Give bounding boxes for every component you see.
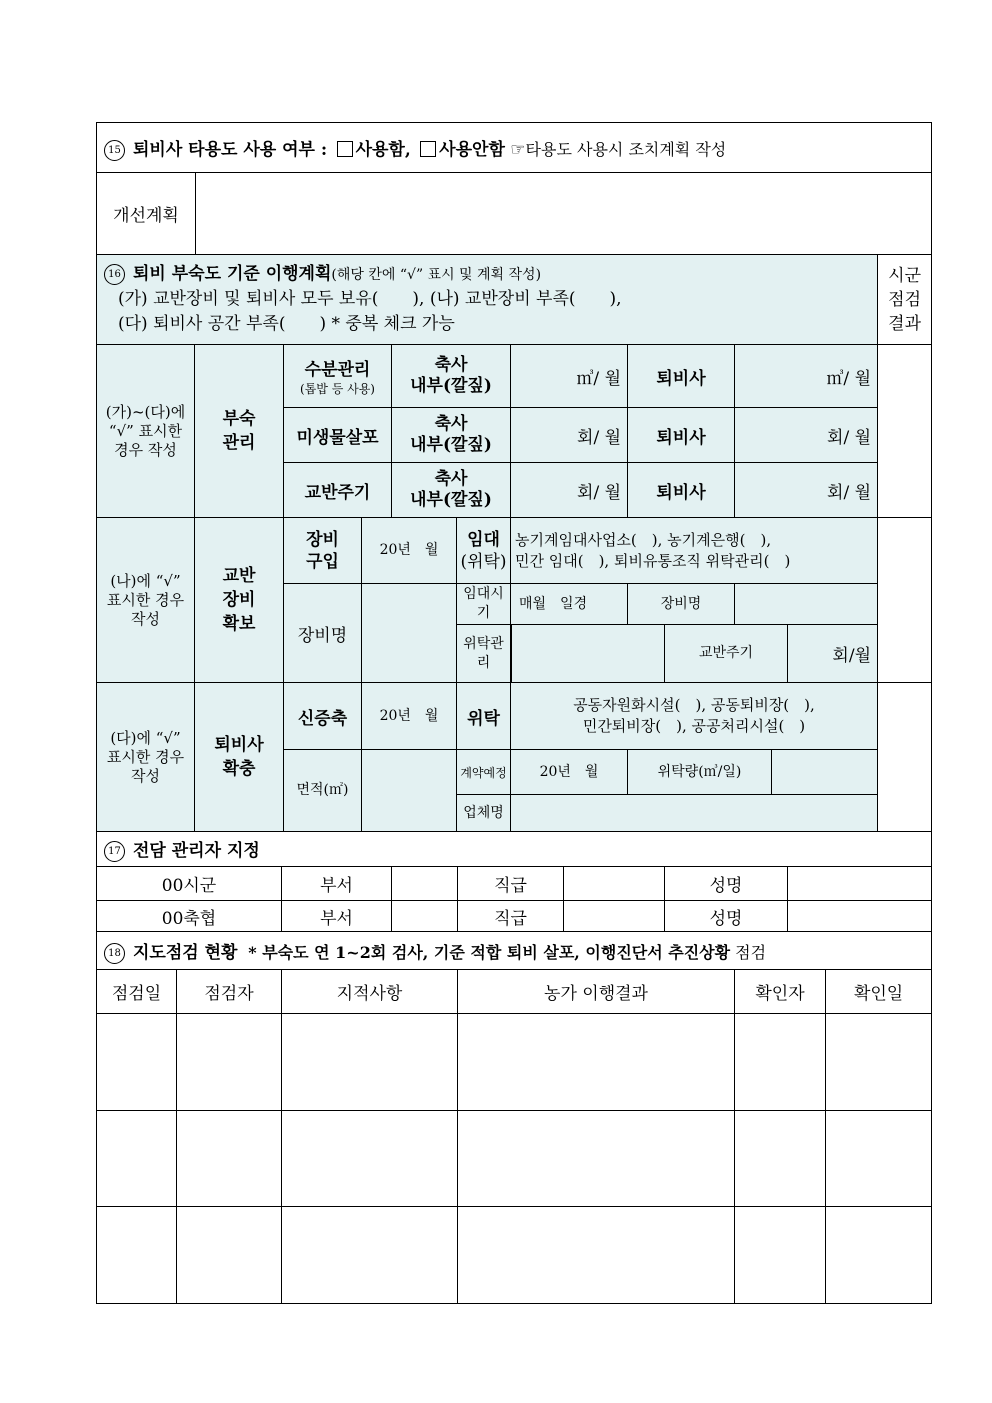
company-name-input[interactable] <box>512 625 665 683</box>
section-16-title: 퇴비 부숙도 기준 이행계획 <box>133 264 332 284</box>
section-16-header <box>97 255 878 345</box>
contract-date[interactable]: 20년 월 <box>511 750 628 795</box>
consign-options[interactable]: 공동자원화시설( ), 공동퇴비장( ), 민간퇴비장( ), 공공처리시설( ) <box>511 683 878 750</box>
ga-row-1-amount-compost[interactable]: ㎥/ 월 <box>735 345 878 408</box>
ga-row-3-amount-compost[interactable]: 회/ 월 <box>735 463 878 518</box>
section-number: 18 <box>104 943 125 964</box>
stir-cycle-input[interactable]: 회/월 <box>788 625 878 683</box>
col-header-confirmer: 확인자 <box>735 970 826 1014</box>
build-label: 신증축 <box>284 683 362 750</box>
rent-options[interactable]: 농기계임대사업소( ), 농기계은행( ), 민간 임대( ), 퇴비유통조직 위탁관리( ) <box>511 518 878 584</box>
section-15-header <box>97 123 932 173</box>
inspector-cell[interactable] <box>177 1207 282 1304</box>
manager-name-label: 성명 <box>665 867 788 901</box>
section-16-line3: (다) 퇴비사 공간 부족( ) * 중복 체크 가능 <box>118 314 455 334</box>
manager-dept-label: 부서 <box>282 901 392 932</box>
contract-label: 계약예정 <box>457 750 511 795</box>
table-row <box>97 1207 932 1304</box>
confirmer-cell[interactable] <box>735 1111 826 1207</box>
section-16-line2: (가) 교반장비 및 퇴비사 모두 보유( ), (나) 교반장비 부족( ), <box>118 289 622 309</box>
ga-row-2-amount-inside[interactable]: 회/ 월 <box>511 408 628 463</box>
inspect-date-cell[interactable] <box>97 1111 177 1207</box>
farm-result-cell[interactable] <box>458 1111 735 1207</box>
city-result-label: 시군 점검 결과 <box>878 255 932 345</box>
da-condition-label: (다)에 “√” 표시한 경우 작성 <box>97 683 195 832</box>
da-category-label: 퇴비사 확충 <box>195 683 284 832</box>
section-18-title: 지도점검 현황 <box>133 942 238 963</box>
na-city-result[interactable] <box>878 518 932 683</box>
ga-row-3-item: 교반주기 <box>284 463 392 518</box>
inspect-date-cell[interactable] <box>97 1207 177 1304</box>
col-header-confirm-date: 확인일 <box>826 970 932 1014</box>
purchase-date[interactable]: 20년 월 <box>362 518 457 584</box>
manager-rank-label: 직급 <box>458 901 564 932</box>
confirm-date-cell[interactable] <box>826 1111 932 1207</box>
da-company-label: 업체명 <box>457 795 511 832</box>
checkbox-use[interactable] <box>337 141 353 157</box>
ga-row-2-place: 축사 내부(깔짚) <box>392 408 511 463</box>
section-number: 16 <box>104 264 125 285</box>
manager-dept-input[interactable] <box>392 901 458 932</box>
section-16-title-note: (해당 칸에 “√” 표시 및 계획 작성) <box>331 267 542 283</box>
ga-row-1-place2: 퇴비사 <box>628 345 735 408</box>
consign-amount-label: 위탁량(㎥/일) <box>628 750 772 795</box>
inspect-date-cell[interactable] <box>97 1014 177 1111</box>
rent-equipment-input[interactable] <box>735 584 878 625</box>
section-17-header <box>97 832 932 867</box>
findings-cell[interactable] <box>282 1014 458 1111</box>
farm-result-cell[interactable] <box>458 1207 735 1304</box>
col-header-findings: 지적사항 <box>282 970 458 1014</box>
da-company-input[interactable] <box>511 795 878 832</box>
ga-row-2-amount-compost[interactable]: 회/ 월 <box>735 408 878 463</box>
stir-cycle-label: 교반주기 <box>665 625 788 683</box>
na-category-label: 교반 장비 확보 <box>195 518 284 683</box>
rent-label: 임대 (위탁) <box>457 518 511 584</box>
section-15-title: 퇴비사 타용도 사용 여부 : <box>133 139 328 160</box>
col-header-inspect-date: 점검일 <box>97 970 177 1014</box>
confirm-date-cell[interactable] <box>826 1014 932 1111</box>
ga-condition-label: (가)~(다)에 “√” 표시한 경우 작성 <box>97 345 195 518</box>
confirm-date-cell[interactable] <box>826 1207 932 1304</box>
build-date[interactable]: 20년 월 <box>362 683 457 750</box>
manager-name-input[interactable] <box>788 867 932 901</box>
ga-row-3-place2: 퇴비사 <box>628 463 735 518</box>
table-row <box>97 1111 932 1207</box>
manager-name-label: 성명 <box>665 901 788 932</box>
equipment-name-label: 장비명 <box>284 584 362 683</box>
consign-label: 위탁 <box>457 683 511 750</box>
section-18-note-tail: 점검 <box>730 942 767 962</box>
inspection-form <box>96 122 922 1304</box>
section-number: 17 <box>104 841 125 862</box>
confirmer-cell[interactable] <box>735 1207 826 1304</box>
ga-row-2-item: 미생물살포 <box>284 408 392 463</box>
section-17-title: 전담 관리자 지정 <box>133 841 260 861</box>
section-number: 15 <box>104 140 125 161</box>
farm-result-cell[interactable] <box>458 1014 735 1111</box>
area-input[interactable] <box>362 750 457 832</box>
rent-period-label: 임대시기 <box>457 584 511 625</box>
manager-dept-input[interactable] <box>392 867 458 901</box>
improvement-plan-input[interactable] <box>196 173 932 255</box>
ga-row-1-place: 축사 내부(깔짚) <box>392 345 511 408</box>
section-18-header <box>97 932 932 970</box>
ga-row-1-amount-inside[interactable]: ㎥/ 월 <box>511 345 628 408</box>
inspector-cell[interactable] <box>177 1111 282 1207</box>
ga-row-2-place2: 퇴비사 <box>628 408 735 463</box>
purchase-label: 장비 구입 <box>284 518 362 584</box>
manager-rank-input[interactable] <box>564 867 665 901</box>
manager-rank-label: 직급 <box>458 867 564 901</box>
equipment-name-input[interactable] <box>362 584 457 683</box>
section-15-note: 타용도 사용시 조치계획 작성 <box>525 139 727 159</box>
consign-manage-label: 위탁관리 <box>457 625 511 683</box>
section-18-note: * 부숙도 연 1~2회 검사, 기준 적합 퇴비 살포, 이행진단서 추진상황 <box>248 942 731 962</box>
col-header-inspector: 점검자 <box>177 970 282 1014</box>
option-not-use: 사용안함 <box>439 139 505 160</box>
da-city-result[interactable] <box>878 683 932 832</box>
rent-period-value[interactable]: 매월 일경 <box>511 584 628 625</box>
ga-category-label: 부숙 관리 <box>195 345 284 518</box>
table-row <box>97 1014 932 1111</box>
manager-name-input[interactable] <box>788 901 932 932</box>
rent-equipment-label: 장비명 <box>628 584 735 625</box>
manager-rank-input[interactable] <box>564 901 665 932</box>
ga-row-1-item: 수분관리 (톱밥 등 사용) <box>284 345 392 408</box>
findings-cell[interactable] <box>282 1207 458 1304</box>
improvement-plan-label: 개선계획 <box>97 173 196 255</box>
confirmer-cell[interactable] <box>735 1014 826 1111</box>
col-header-farm-result: 농가 이행결과 <box>458 970 735 1014</box>
manager-dept-label: 부서 <box>282 867 392 901</box>
pointing-hand-icon: ☞ <box>510 139 526 160</box>
na-condition-label: (나)에 “√” 표시한 경우 작성 <box>97 518 195 683</box>
consign-amount-input[interactable] <box>772 750 878 795</box>
ga-row-3-place: 축사 내부(깔짚) <box>392 463 511 518</box>
manager-org: 00시군 <box>97 867 282 901</box>
option-use: 사용함, <box>355 139 411 160</box>
checkbox-not-use[interactable] <box>420 141 436 157</box>
form-table <box>96 122 932 1304</box>
findings-cell[interactable] <box>282 1111 458 1207</box>
inspector-cell[interactable] <box>177 1014 282 1111</box>
ga-row-3-amount-inside[interactable]: 회/ 월 <box>511 463 628 518</box>
ga-city-result[interactable] <box>878 345 932 518</box>
manager-org: 00축협 <box>97 901 282 932</box>
area-label: 면적(㎡) <box>284 750 362 832</box>
